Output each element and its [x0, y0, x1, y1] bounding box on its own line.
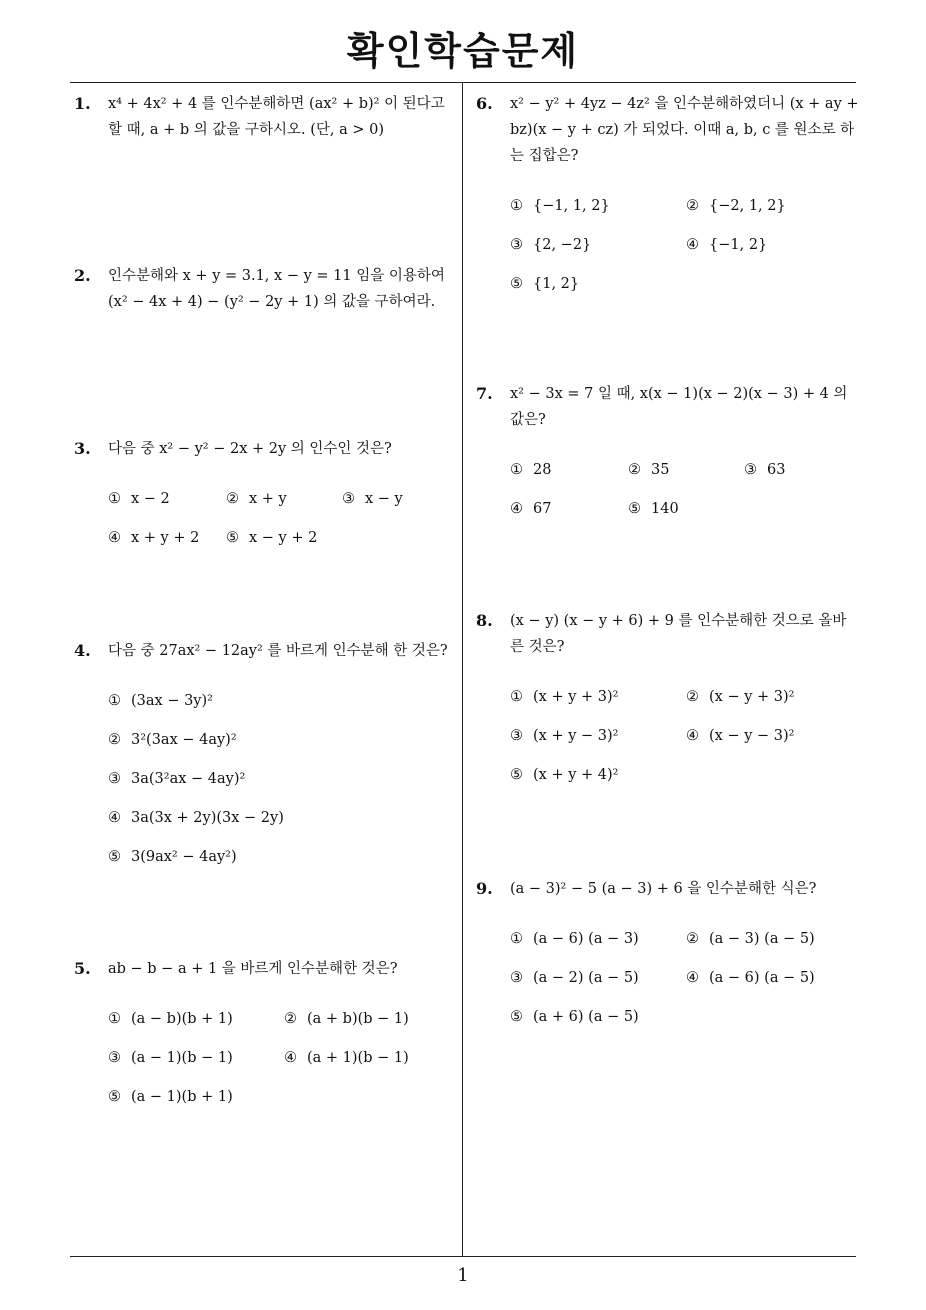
problem-number: 9.: [476, 879, 493, 898]
option-5[interactable]: ⑤ 3(9ax² − 4ay²): [108, 849, 237, 865]
option-1[interactable]: ① (a − 6) (a − 3): [510, 931, 639, 947]
option-2[interactable]: ② (a + b)(b − 1): [284, 1011, 409, 1027]
option-2[interactable]: ② (x − y + 3)²: [686, 689, 795, 705]
page-number: 1: [457, 1265, 469, 1286]
problem-number: 5.: [74, 959, 91, 978]
problem-8: [476, 608, 860, 798]
problem-number: 7.: [476, 384, 493, 403]
problem-stem: 다음 중 x² − y² − 2x + 2y 의 인수인 것은?: [108, 441, 392, 457]
option-3[interactable]: ③ (x + y − 3)²: [510, 728, 619, 744]
problem-number: 3.: [74, 439, 91, 458]
problem-stem: (x − y) (x − y + 6) + 9 를 인수분해한 것으로 올바른 것은?: [510, 613, 847, 655]
option-2[interactable]: ② {−2, 1, 2}: [686, 198, 786, 214]
option-5[interactable]: ⑤ x − y + 2: [226, 530, 318, 546]
problem-number: 6.: [476, 94, 493, 113]
option-4[interactable]: ④ {−1, 2}: [686, 237, 768, 253]
option-4[interactable]: ④ (a − 6) (a − 5): [686, 970, 815, 986]
problem-4: [74, 638, 458, 878]
problem-5: [74, 956, 458, 1116]
problem-9: [476, 876, 860, 1036]
problem-stem: x² − y² + 4yz − 4z² 을 인수분해하였더니 (x + ay + bz)(x − y + cz) 가 되었다. 이때 a, b, c 를 원소로 하는 집합은?: [510, 96, 859, 164]
option-1[interactable]: ① (x + y + 3)²: [510, 689, 619, 705]
option-4[interactable]: ④ 3a(3x + 2y)(3x − 2y): [108, 810, 284, 826]
problem-stem: ab − b − a + 1 을 바르게 인수분해한 것은?: [108, 961, 398, 977]
problem-number: 2.: [74, 266, 91, 285]
option-3[interactable]: ③ x − y: [342, 491, 403, 507]
bottom-rule: [70, 1256, 856, 1257]
option-2[interactable]: ② 3²(3ax − 4ay)²: [108, 732, 237, 748]
option-1[interactable]: ① 28: [510, 462, 552, 478]
option-2[interactable]: ② 35: [628, 462, 670, 478]
option-5[interactable]: ⑤ (x + y + 4)²: [510, 767, 619, 783]
top-rule: [70, 82, 856, 83]
option-3[interactable]: ③ 63: [744, 462, 786, 478]
option-1[interactable]: ① {−1, 1, 2}: [510, 198, 610, 214]
problem-number: 1.: [74, 94, 91, 113]
option-2[interactable]: ② (a − 3) (a − 5): [686, 931, 815, 947]
option-1[interactable]: ① x − 2: [108, 491, 170, 507]
problem-7: [476, 381, 860, 531]
option-4[interactable]: ④ (a + 1)(b − 1): [284, 1050, 409, 1066]
option-5[interactable]: ⑤ {1, 2}: [510, 276, 580, 292]
problem-3: [74, 436, 458, 556]
problem-1: [74, 91, 458, 143]
problem-stem: 다음 중 27ax² − 12ay² 를 바르게 인수분해 한 것은?: [108, 643, 448, 659]
option-2[interactable]: ② x + y: [226, 491, 287, 507]
column-divider: [462, 83, 463, 1256]
option-3[interactable]: ③ {2, −2}: [510, 237, 592, 253]
option-4[interactable]: ④ (x − y − 3)²: [686, 728, 795, 744]
problem-stem: x² − 3x = 7 일 때, x(x − 1)(x − 2)(x − 3) + 4 의 값은?: [510, 386, 848, 428]
option-5[interactable]: ⑤ 140: [628, 501, 679, 517]
option-3[interactable]: ③ (a − 1)(b − 1): [108, 1050, 233, 1066]
option-3[interactable]: ③ 3a(3²ax − 4ay)²: [108, 771, 246, 787]
problem-stem: x⁴ + 4x² + 4 를 인수분해하면 (ax² + b)² 이 된다고 할 때, a + b 의 값을 구하시오. (단, a > 0): [108, 96, 445, 138]
problem-number: 4.: [74, 641, 91, 660]
option-5[interactable]: ⑤ (a − 1)(b + 1): [108, 1089, 233, 1105]
option-4[interactable]: ④ x + y + 2: [108, 530, 200, 546]
problem-2: [74, 263, 458, 315]
problem-number: 8.: [476, 611, 493, 630]
problem-6: [476, 91, 860, 301]
option-1[interactable]: ① (a − b)(b + 1): [108, 1011, 233, 1027]
page-title: 확인학습문제: [346, 29, 580, 73]
option-5[interactable]: ⑤ (a + 6) (a − 5): [510, 1009, 639, 1025]
option-3[interactable]: ③ (a − 2) (a − 5): [510, 970, 639, 986]
problem-stem: (a − 3)² − 5 (a − 3) + 6 을 인수분해한 식은?: [510, 881, 817, 897]
problem-stem: 인수분해와 x + y = 3.1, x − y = 11 임을 이용하여 (x² − 4x + 4) − (y² − 2y + 1) 의 값을 구하여라.: [108, 268, 445, 310]
option-4[interactable]: ④ 67: [510, 501, 552, 517]
option-1[interactable]: ① (3ax − 3y)²: [108, 693, 213, 709]
